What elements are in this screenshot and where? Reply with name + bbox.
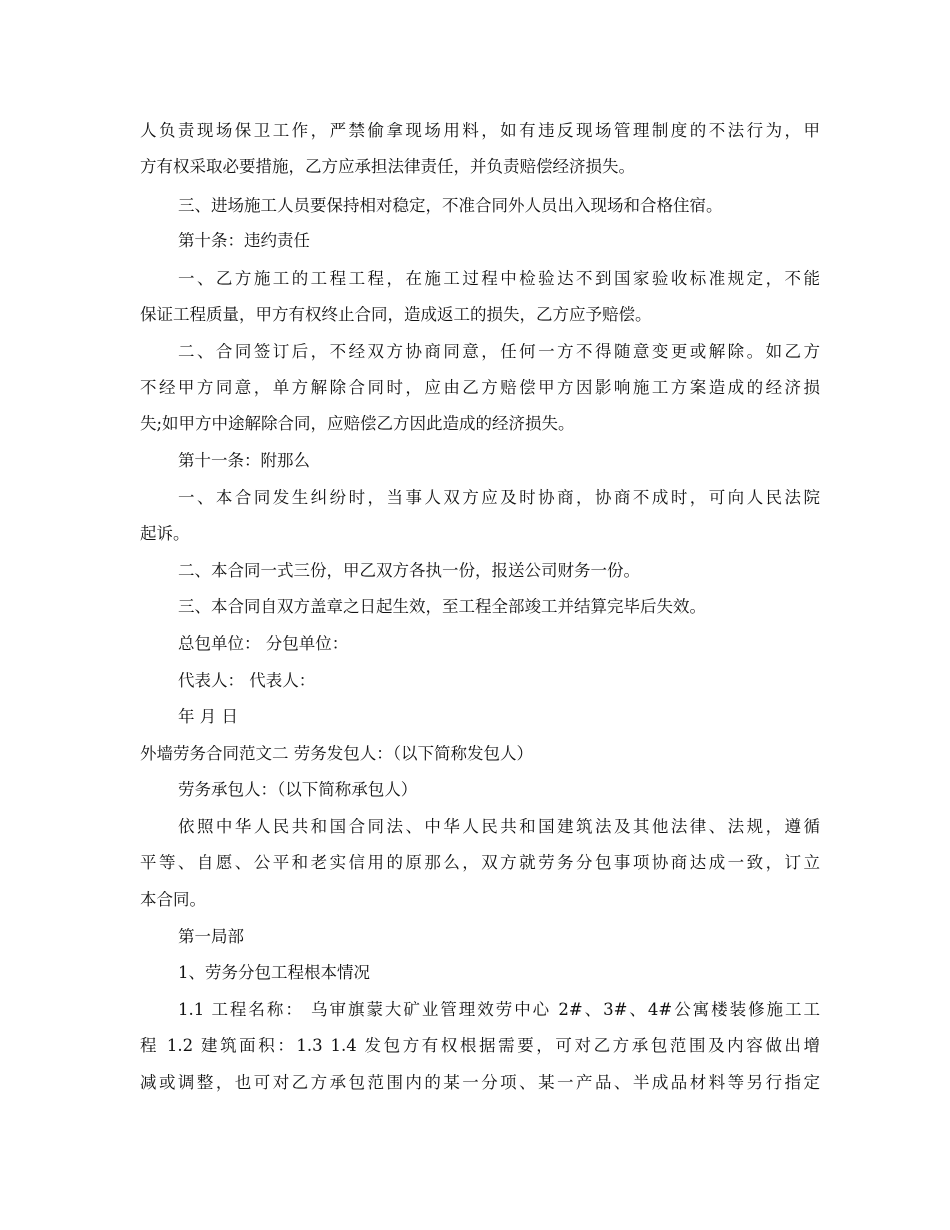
- text-line: 总包单位： 分包单位：: [178, 634, 349, 653]
- text-line: 不经甲方同意，单方解除合同时，应由乙方赔偿甲方因影响施工方案造成的经济损: [140, 378, 820, 397]
- text-line: 三、进场施工人员要保持相对稳定，不准合同外人员出入现场和合格住宿。: [178, 196, 723, 215]
- text-line: 起诉。: [140, 524, 190, 543]
- text-line: 年 月 日: [178, 707, 238, 726]
- text-line: 第一局部: [178, 927, 244, 946]
- text-line: 外墙劳务合同范文二 劳务发包人：（以下简称发包人）: [140, 744, 533, 763]
- text-line: 减或调整，也可对乙方承包范围内的某一分项、某一产品、半成品材料等另行指定: [140, 1073, 820, 1092]
- text-line: 依照中华人民共和国合同法、中华人民共和国建筑法及其他法律、法规，遵循: [178, 817, 820, 836]
- text-line: 1、劳务分包工程根本情况: [178, 963, 370, 982]
- text-line: 二、合同签订后，不经双方协商同意，任何一方不得随意变更或解除。如乙方: [178, 342, 820, 361]
- text-line: 人负责现场保卫工作，严禁偷拿现场用料，如有违反现场管理制度的不法行为，甲: [140, 121, 820, 140]
- text-line: 方有权采取必要措施，乙方应承担法律责任，并负责赔偿经济损失。: [140, 157, 635, 176]
- text-line: 平等、自愿、公平和老实信用的原那么，双方就劳务分包事项协商达成一致，订立: [140, 853, 820, 872]
- text-line: 第十条：违约责任: [178, 231, 310, 250]
- text-line: 劳务承包人：（以下简称承包人）: [178, 780, 418, 799]
- text-line: 程 1.2 建筑面积：1.3 1.4 发包方有权根据需要，可对乙方承包范围及内容做出增: [140, 1036, 820, 1055]
- text-line: 本合同。: [140, 890, 206, 909]
- text-line: 三、本合同自双方盖章之日起生效，至工程全部竣工并结算完毕后失效。: [178, 597, 706, 616]
- text-line: 代表人： 代表人：: [178, 671, 316, 690]
- text-line: 二、本合同一式三份，甲乙双方各执一份，报送公司财务一份。: [178, 561, 640, 580]
- text-line: 失;如甲方中途解除合同，应赔偿乙方因此造成的经济损失。: [140, 414, 575, 433]
- text-line: 1.1 工程名称： 乌审旗蒙大矿业管理效劳中心 2#、3#、4#公寓楼装修施工工: [178, 1000, 820, 1019]
- text-line: 一、本合同发生纠纷时，当事人双方应及时协商，协商不成时，可向人民法院: [178, 488, 820, 507]
- text-line: 一、乙方施工的工程工程，在施工过程中检验达不到国家验收标准规定，不能: [178, 269, 820, 288]
- text-line: 保证工程质量，甲方有权终止合同，造成返工的损失，乙方应予赔偿。: [140, 305, 652, 324]
- text-line: 第十一条：附那么: [178, 451, 310, 470]
